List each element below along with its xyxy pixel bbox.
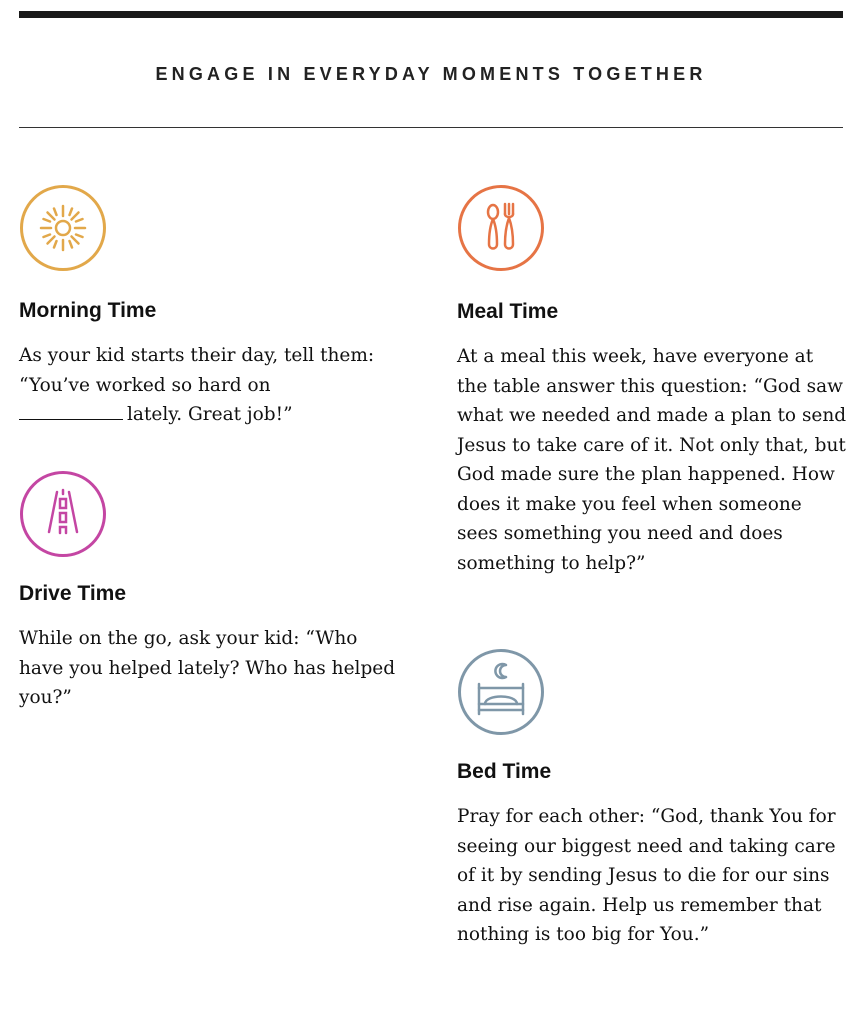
section-title: Bed Time [457,760,552,783]
road-icon [19,470,107,558]
bed-moon-icon [457,648,545,736]
page-title: ENGAGE IN EVERYDAY MOMENTS TOGETHER [155,64,707,84]
sun-icon [19,184,107,272]
section-title: Drive Time [19,582,126,605]
section-text: At a meal this week, have everyone at the table answer this question: “God saw what we needed and made a plan to send Jesus to take care of it. Not only that, but God made sure the plan happened. How does it make you feel when someone sees something you need and does something to help?” [457,346,847,574]
section-title: Meal Time [457,300,559,323]
top-divider [19,11,843,18]
meal-section [457,184,847,578]
drive-section [19,470,399,713]
header-divider [19,127,843,128]
morning-section [19,184,379,430]
section-title: Morning Time [19,299,157,322]
section-text: As your kid starts their day, tell them: “You’ve worked so hard on lately. Great job!” [19,345,375,425]
fill-in-blank [19,401,123,420]
section-text: While on the go, ask your kid: “Who have you helped lately? Who has helped you?” [19,628,396,708]
utensils-icon [457,184,545,272]
section-text: Pray for each other: “God, thank You for seeing our biggest need and taking care of it by sending Jesus to die for our sins and rise again. Help us remember that nothing is too big for You.” [457,806,836,945]
bed-section [457,648,847,950]
